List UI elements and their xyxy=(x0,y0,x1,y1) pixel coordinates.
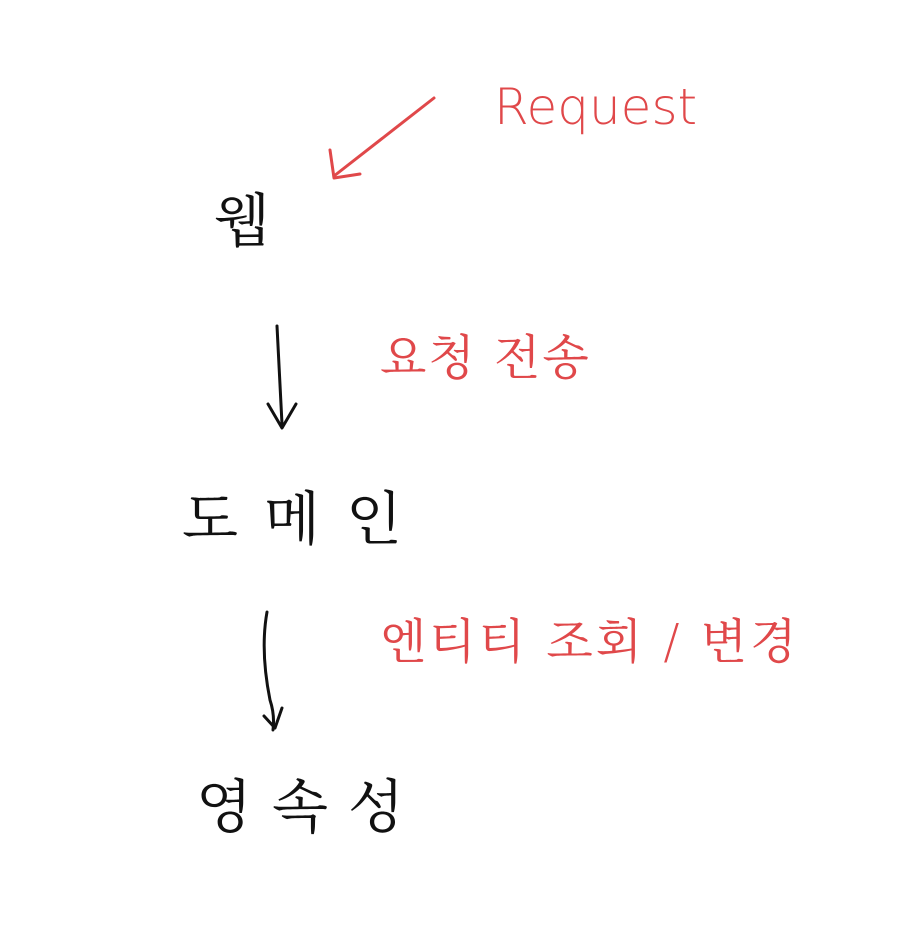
domain-layer-label: 도메인 xyxy=(182,485,429,553)
request-arrow-head xyxy=(330,150,360,178)
send-request-note: 요청 전송 xyxy=(380,330,591,386)
entity-query-change-note: 엔티티 조회 / 변경 xyxy=(380,614,800,670)
web-to-domain-arrow-shaft xyxy=(277,326,282,424)
request-note: Request xyxy=(494,78,698,136)
persistence-layer-label: 영속성 xyxy=(196,773,425,841)
request-arrow-shaft xyxy=(334,98,434,176)
web-layer-label: 웹 xyxy=(214,187,281,255)
domain-to-persistence-arrow-shaft xyxy=(264,612,273,730)
